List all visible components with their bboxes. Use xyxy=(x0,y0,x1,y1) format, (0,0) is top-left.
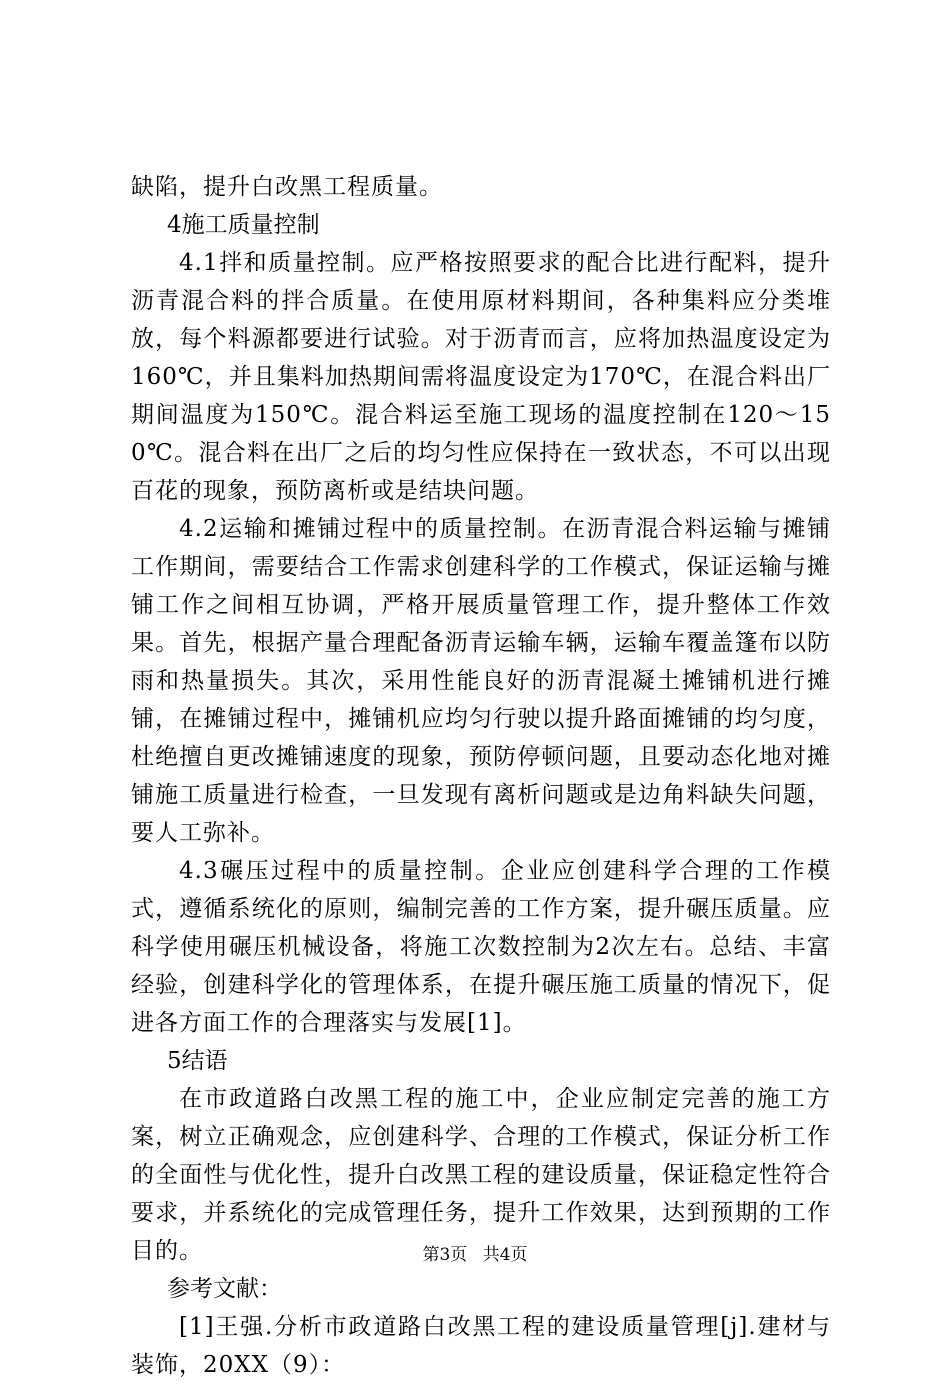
section-heading-4: 4施工质量控制 xyxy=(167,212,320,238)
page-number: 第3页 xyxy=(422,1245,468,1265)
paragraph-4-2: 4.2运输和摊铺过程中的质量控制。在沥青混合料运输与摊铺工作期间，需要结合工作需求创建科学的工作模式，保证运输与摊铺工作之间相互协调，严格开展质量管理工作，提升整体工作效果。首先，根据产量合理配备沥青运输车辆，运输车覆盖篷布以防雨和热量损失。其次，采用性能良好的沥青混凝土摊铺机进行摊铺，在摊铺过程中，摊铺机应均匀行驶以提升路面摊铺的均匀度，杜绝擅自更改摊铺速度的现象，预防停顿问题，且要动态化地对摊铺施工质量进行检查，一旦发现有离析问题或是边角料缺失问题，要人工弥补。 xyxy=(131,516,831,846)
paragraph-4-3: 4.3碾压过程中的质量控制。企业应创建科学合理的工作模式，遵循系统化的原则，编制完善的工作方案，提升碾压质量。应科学使用碾压机械设备，将施工次数控制为2次左右。总结、丰富经验，创建科学化的管理体系，在提升碾压施工质量的情况下，促进各方面工作的合理落实与发展[1]。 xyxy=(131,858,831,1036)
document-body xyxy=(131,168,831,1384)
paragraph-4-1: 4.1拌和质量控制。应严格按照要求的配合比进行配料，提升沥青混合料的拌合质量。在使用原材料期间，各种集料应分类堆放，每个料源都要进行试验。对于沥青而言，应将加热温度设定为160℃，并且集料加热期间需将温度设定为170℃，在混合料出厂期间温度为150℃。混合料运至施工现场的温度控制在120～150℃。混合料在出厂之后的均匀性应保持在一致状态，不可以出现百花的现象，预防离析或是结块问题。 xyxy=(131,250,831,504)
paragraph-continuation: 缺陷，提升白改黑工程质量。 xyxy=(131,174,443,200)
page-footer xyxy=(0,1244,950,1266)
references-heading: 参考文献： xyxy=(167,1276,282,1302)
page-total: 共4页 xyxy=(482,1245,528,1265)
paragraph-conclusion: 在市政道路白改黑工程的施工中，企业应制定完善的施工方案，树立正确观念，应创建科学、合理的工作模式，保证分析工作的全面性与优化性，提升白改黑工程的建设质量，保证稳定性符合要求，并系统化的完成管理任务，提升工作效果，达到预期的工作目的。 xyxy=(131,1086,831,1264)
section-heading-5: 5结语 xyxy=(167,1048,228,1074)
reference-item-1: [1]王强.分析市政道路白改黑工程的建设质量管理[j].建材与装饰，20XX（9）： xyxy=(131,1314,831,1378)
